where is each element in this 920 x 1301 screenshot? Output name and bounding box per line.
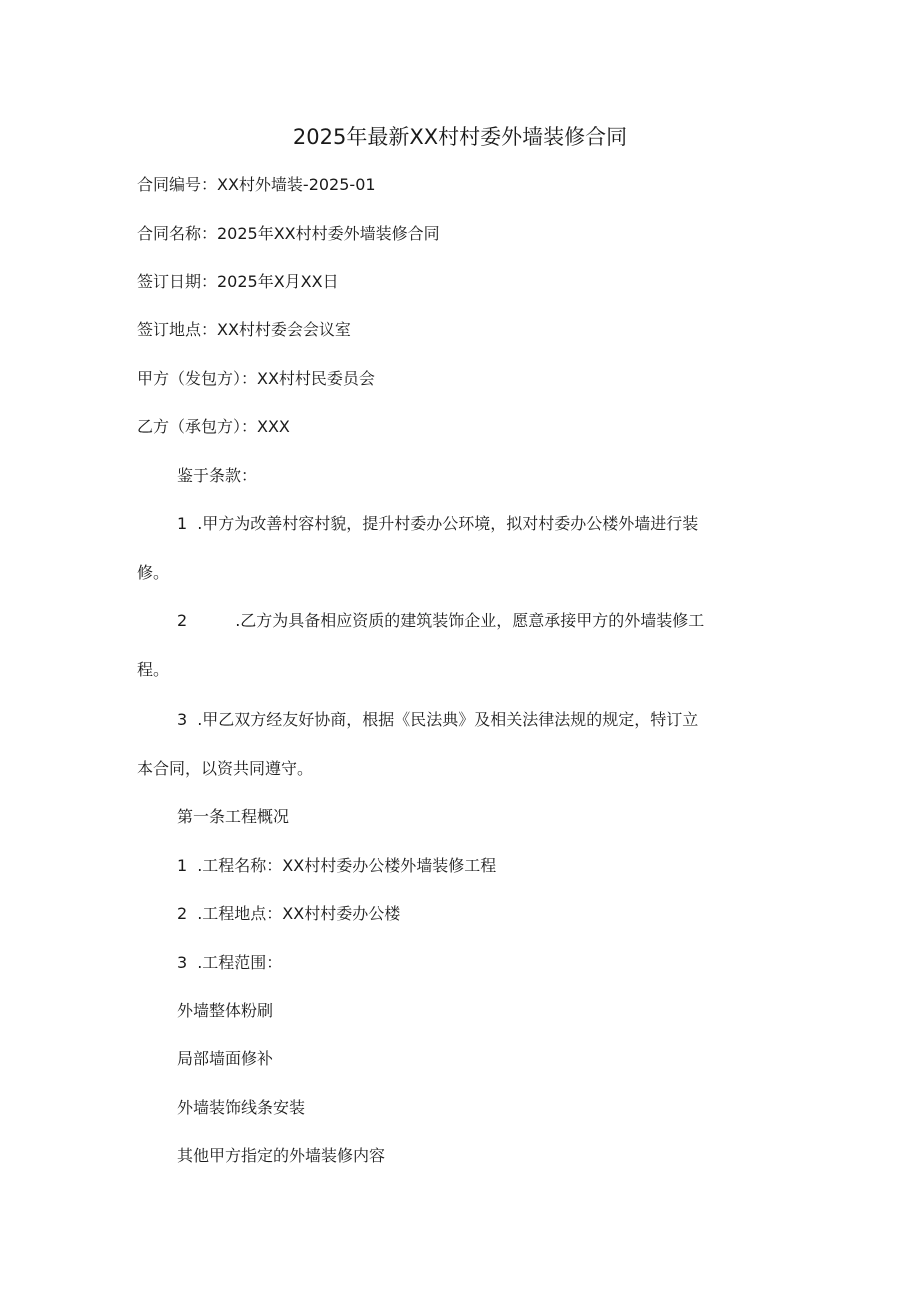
contract-number: 合同编号：XX村外墙装-2025-01 xyxy=(137,175,376,194)
preamble-heading: 鉴于条款： xyxy=(177,466,258,485)
signing-date: 签订日期：2025年X月XX日 xyxy=(137,272,339,291)
item-number: 2 xyxy=(177,904,188,923)
preamble-clause-2-continuation: 程。 xyxy=(137,660,170,679)
item-number: 1 xyxy=(177,856,188,875)
clause-number: 2 xyxy=(177,611,188,630)
article-1-item-3 xyxy=(177,952,282,974)
preamble-clause-3 xyxy=(177,709,698,731)
scope-item-2: 局部墙面修补 xyxy=(177,1049,274,1068)
preamble-clause-2 xyxy=(177,610,704,632)
item-text: .工程地点：XX村村委办公楼 xyxy=(197,904,401,923)
signing-place: 签订地点：XX村村委会会议室 xyxy=(137,320,351,339)
clause-text: .乙方为具备相应资质的建筑装饰企业，愿意承接甲方的外墙装修工 xyxy=(235,611,705,630)
article-1-item-1 xyxy=(177,855,496,877)
clause-number: 3 xyxy=(177,710,188,729)
preamble-clause-3-continuation: 本合同，以资共同遵守。 xyxy=(137,759,314,778)
clause-text: .甲方为改善村容村貌，提升村委办公环境，拟对村委办公楼外墙进行装 xyxy=(197,514,699,533)
article-1-item-2 xyxy=(177,903,400,925)
contract-name: 合同名称：2025年XX村村委外墙装修合同 xyxy=(137,224,440,243)
item-text: .工程名称：XX村村委办公楼外墙装修工程 xyxy=(197,856,497,875)
item-number: 3 xyxy=(177,953,188,972)
scope-item-4: 其他甲方指定的外墙装修内容 xyxy=(177,1146,386,1165)
party-b: 乙方（承包方）：XXX xyxy=(137,417,290,436)
scope-item-1: 外墙整体粉刷 xyxy=(177,1001,274,1020)
preamble-clause-1-continuation: 修。 xyxy=(137,563,170,582)
clause-number: 1 xyxy=(177,514,188,533)
item-text: .工程范围： xyxy=(197,953,283,972)
article-1-heading: 第一条工程概况 xyxy=(177,807,290,826)
clause-text: .甲乙双方经友好协商，根据《民法典》及相关法律法规的规定，特订立 xyxy=(197,710,699,729)
scope-item-3: 外墙装饰线条安装 xyxy=(177,1098,306,1117)
document-title: 2025年最新XX村村委外墙装修合同 xyxy=(292,125,628,149)
preamble-clause-1 xyxy=(177,513,698,535)
party-a: 甲方（发包方）：XX村村民委员会 xyxy=(137,369,375,388)
